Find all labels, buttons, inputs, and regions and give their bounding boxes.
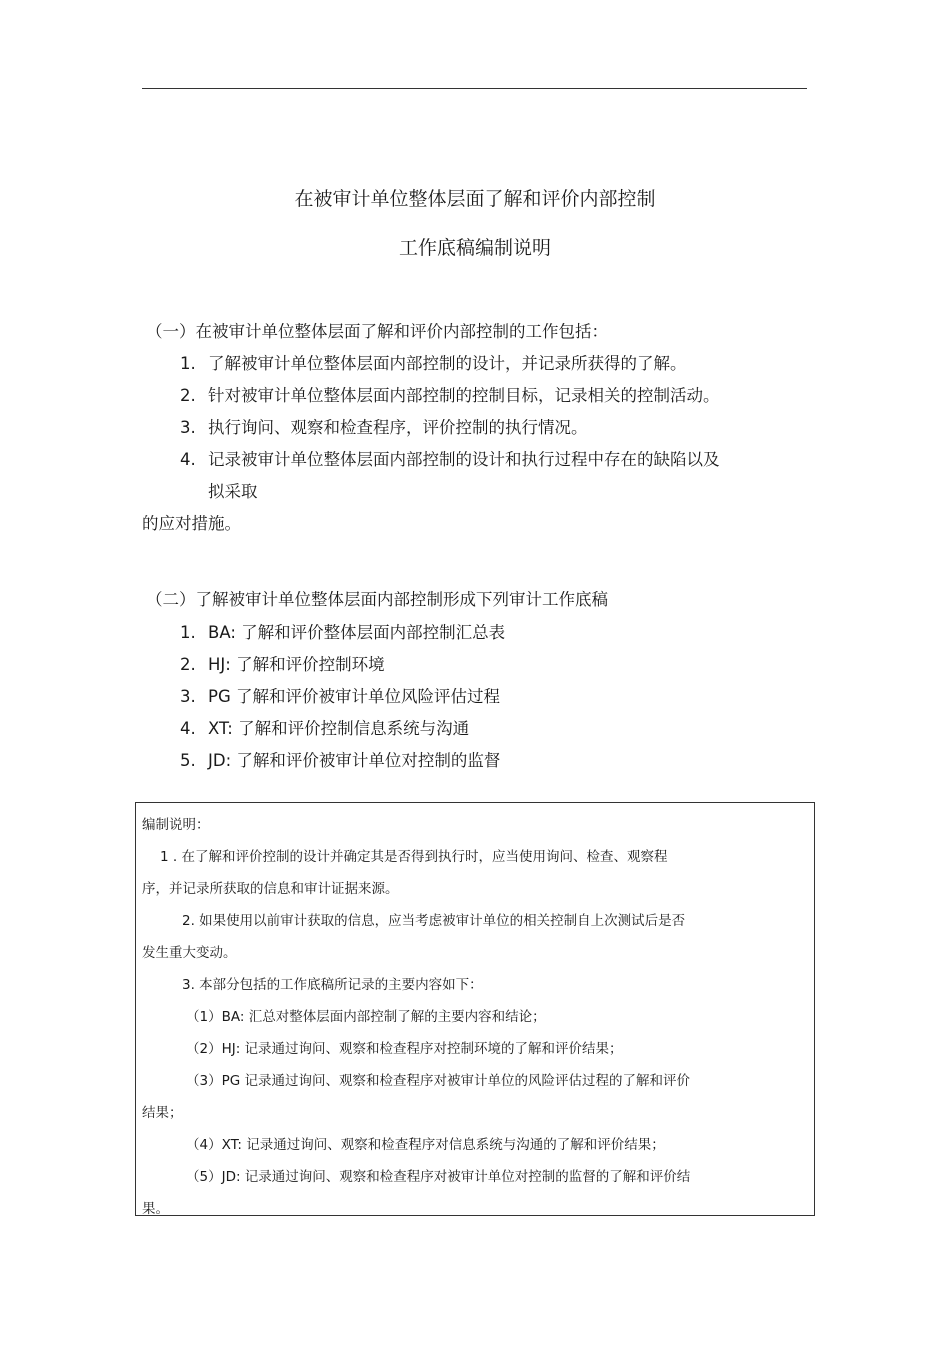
section1-heading: （一）在被审计单位整体层面了解和评价内部控制的工作包括： xyxy=(146,322,608,341)
section1-item-4-continuation-2: 的应对措施。 xyxy=(142,514,241,533)
notes-line: （5）JD: 记录通过询问、观察和检查程序对被审计单位对控制的监督的了解和评价结 xyxy=(186,1169,691,1185)
item-number: 5. xyxy=(180,751,196,770)
section1-item-1 xyxy=(180,350,687,374)
item-text: 针对被审计单位整体层面内部控制的控制目标，记录相关的控制活动。 xyxy=(208,386,720,405)
item-text: BA: 了解和评价整体层面内部控制汇总表 xyxy=(208,623,506,642)
item-number: 3. xyxy=(180,687,196,706)
page-title-line2: 工作底稿编制说明 xyxy=(398,237,551,259)
notes-line: 发生重大变动。 xyxy=(142,945,237,961)
item-text: XT: 了解和评价控制信息系统与沟通 xyxy=(208,719,470,738)
item-number: 4. xyxy=(180,450,196,469)
item-text: PG 了解和评价被审计单位风险评估过程 xyxy=(208,687,500,706)
item-text: HJ: 了解和评价控制环境 xyxy=(208,655,385,674)
notes-line: 3. 本部分包括的工作底稿所记录的主要内容如下： xyxy=(182,977,483,993)
section2-item-2 xyxy=(180,651,385,675)
item-number: 4. xyxy=(180,719,196,738)
item-text: 记录被审计单位整体层面内部控制的设计和执行过程中存在的缺陷以及 xyxy=(208,450,720,469)
notes-line: （2）HJ: 记录通过询问、观察和检查程序对控制环境的了解和评价结果； xyxy=(186,1041,623,1057)
header-rule xyxy=(142,88,807,89)
item-number: 3. xyxy=(180,418,196,437)
item-number: 2. xyxy=(180,386,196,405)
notes-line: 结果； xyxy=(142,1105,183,1121)
item-text: 执行询问、观察和检查程序，评价控制的执行情况。 xyxy=(208,418,588,437)
section1-item-4 xyxy=(180,446,720,470)
notes-line: （4）XT: 记录通过询问、观察和检查程序对信息系统与沟通的了解和评价结果； xyxy=(186,1137,665,1153)
section2-heading: （二）了解被审计单位整体层面内部控制形成下列审计工作底稿 xyxy=(146,590,608,609)
item-text: JD: 了解和评价被审计单位对控制的监督 xyxy=(208,751,501,770)
page-title-line1: 在被审计单位整体层面了解和评价内部控制 xyxy=(294,188,656,210)
notes-box xyxy=(135,802,815,1216)
section1-item-3 xyxy=(180,414,588,438)
section2-item-4 xyxy=(180,715,469,739)
item-text: 了解被审计单位整体层面内部控制的设计，并记录所获得的了解。 xyxy=(208,354,687,373)
section2-item-5 xyxy=(180,747,500,771)
item-number: 1. xyxy=(180,354,196,373)
notes-line: 果。 xyxy=(142,1201,169,1217)
section2-item-3 xyxy=(180,683,500,707)
item-number: 1. xyxy=(180,623,196,642)
section2-item-1 xyxy=(180,619,505,643)
notes-line: 序，并记录所获取的信息和审计证据来源。 xyxy=(142,881,399,897)
notes-line: （3）PG 记录通过询问、观察和检查程序对被审计单位的风险评估过程的了解和评价 xyxy=(186,1073,690,1089)
notes-line: 1 . 在了解和评价控制的设计并确定其是否得到执行时，应当使用询问、检查、观察程 xyxy=(160,849,668,865)
notes-line: （1）BA: 汇总对整体层面内部控制了解的主要内容和结论； xyxy=(186,1009,546,1025)
notes-heading: 编制说明： xyxy=(142,817,210,833)
section1-item-2 xyxy=(180,382,720,406)
notes-line: 2. 如果使用以前审计获取的信息，应当考虑被审计单位的相关控制自上次测试后是否 xyxy=(182,913,686,929)
section1-item-4-continuation: 拟采取 xyxy=(208,482,258,501)
item-number: 2. xyxy=(180,655,196,674)
